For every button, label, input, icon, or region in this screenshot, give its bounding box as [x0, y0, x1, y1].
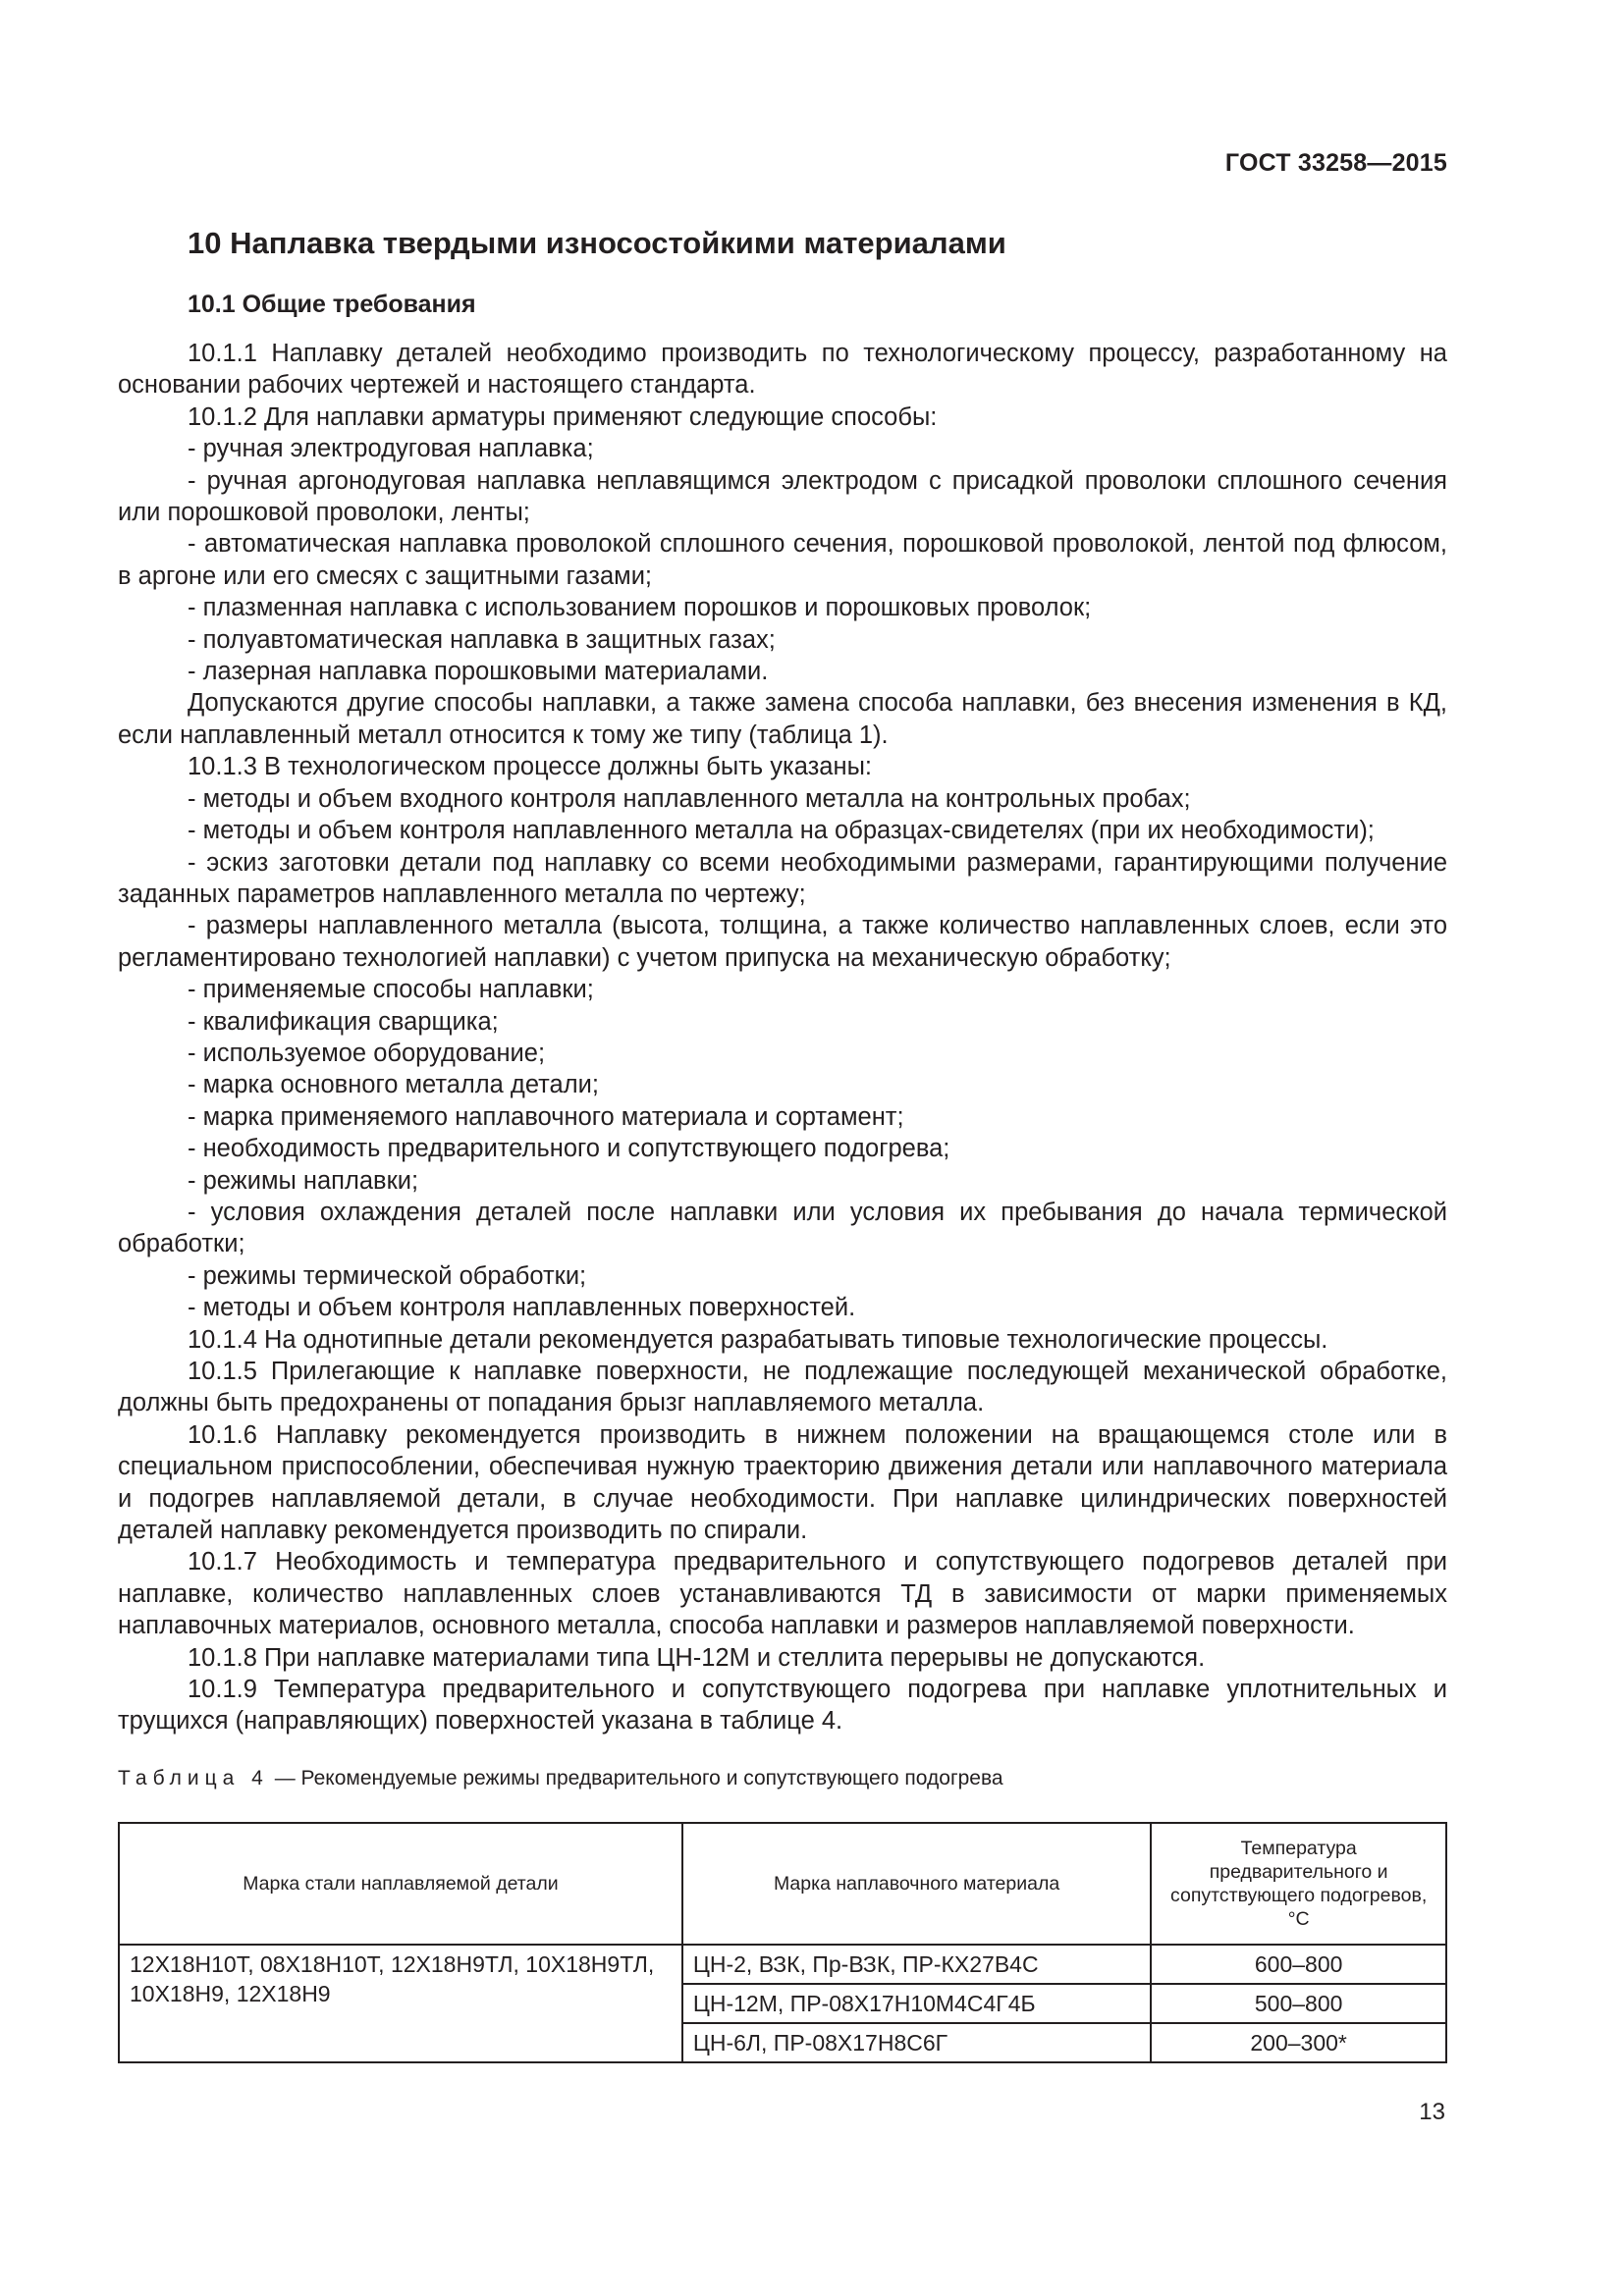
material-cell: ЦН-12М, ПР-08Х17Н10М4С4Г4Б: [682, 1984, 1151, 2023]
table-caption: [118, 1767, 1003, 1790]
temperature-cell: 500–800: [1151, 1984, 1446, 2023]
list-item: - квалификация сварщика;: [188, 1007, 499, 1036]
table-row: [119, 1945, 1446, 1984]
paragraph: 10.1.1 Наплавку деталей необходимо производить по технологическому процессу, разработанному на основании рабочих чертежей и настоящего стандарта.: [118, 340, 1447, 400]
heating-modes-table: [118, 1822, 1447, 2063]
list-item: - методы и объем входного контроля наплавленного металла на контрольных пробах;: [188, 784, 1191, 813]
table-caption-text: — Рекомендуемые режимы предварительного и сопутствующего подогрева: [268, 1767, 1003, 1789]
list-item: - методы и объем контроля наплавленного металла на образцах-свидетелях (при их необходимости);: [188, 817, 1375, 845]
list-item: - условия охлаждения деталей после наплавки или условия их пребывания до начала термической обработки;: [118, 1198, 1447, 1258]
list-item: - размеры наплавленного металла (высота, толщина, а также количество наплавленных слоев, если это регламентировано технологией наплавки) с учетом припуска на механическую обработку;: [118, 912, 1447, 972]
list-item: - методы и объем контроля наплавленных поверхностей.: [188, 1294, 856, 1322]
document-id: ГОСТ 33258—2015: [1224, 149, 1447, 177]
paragraph: 10.1.3 В технологическом процессе должны быть указаны:: [188, 753, 872, 781]
list-item: - лазерная наплавка порошковыми материалами.: [188, 658, 769, 686]
list-item: - режимы термической обработки;: [188, 1261, 587, 1290]
section-title: 10 Наплавка твердыми износостойкими материалами: [188, 226, 1006, 260]
paragraph: 10.1.9 Температура предварительного и сопутствующего подогрева при наплавке уплотнительных и трущихся (направляющих) поверхностей указана в таблице 4.: [118, 1676, 1447, 1735]
paragraph: 10.1.7 Необходимость и температура предварительного и сопутствующего подогревов деталей при наплавке, количество наплавленных слоев устанавливаются ТД в зависимости от марки применяемых наплавочных материалов, основного металла, способа наплавки и размеров наплавляемой поверхности.: [118, 1548, 1447, 1640]
list-item: - марка основного металла детали;: [188, 1071, 599, 1099]
paragraph: 10.1.6 Наплавку рекомендуется производить в нижнем положении на вращающемся столе или в специальном приспособлении, обеспечивая нужную траекторию движения детали или наплавочного материала и подогрев наплавляемой детали, в случае необходимости. При наплавке цилиндрических поверхностей деталей наплавку рекомендуется производить по спирали.: [118, 1420, 1447, 1545]
paragraph: 10.1.2 Для наплавки арматуры применяют следующие способы:: [188, 402, 938, 431]
table-header-row: [119, 1823, 1446, 1945]
list-item: - ручная аргонодуговая наплавка неплавящимся электродом с присадкой проволоки сплошного сечения или порошковой проволоки, ленты;: [118, 466, 1447, 527]
material-cell: ЦН-6Л, ПР-08Х17Н8С6Г: [682, 2023, 1151, 2062]
paragraph: 10.1.5 Прилегающие к наплавке поверхности, не подлежащие последующей механической обработке, должны быть предохранены от попадания брызг наплавляемого металла.: [118, 1358, 1447, 1417]
list-item: - ручная электродуговая наплавка;: [188, 435, 594, 463]
list-item: - необходимость предварительного и сопутствующего подогрева;: [188, 1135, 950, 1163]
list-item: - плазменная наплавка с использованием порошков и порошковых проволок;: [188, 594, 1092, 622]
list-item: - эскиз заготовки детали под наплавку со всеми необходимыми размерами, гарантирующими получение заданных параметров наплавленного металла по чертежу;: [118, 848, 1447, 908]
temperature-cell: 600–800: [1151, 1945, 1446, 1984]
list-item: - используемое оборудование;: [188, 1039, 546, 1067]
list-item: - применяемые способы наплавки;: [188, 976, 594, 1004]
list-item: - режимы наплавки;: [188, 1166, 419, 1195]
paragraph: 10.1.4 На однотипные детали рекомендуется разрабатывать типовые технологические процессы.: [188, 1325, 1328, 1354]
paragraph: Допускаются другие способы наплавки, а также замена способа наплавки, без внесения изменения в КД, если наплавленный металл относится к тому же типу (таблица 1).: [118, 689, 1447, 749]
list-item: - автоматическая наплавка проволокой сплошного сечения, порошковой проволокой, лентой под флюсом, в аргоне или его смесях с защитными газами;: [118, 530, 1447, 590]
paragraph: 10.1.8 При наплавке материалами типа ЦН-12М и стеллита перерывы не допускаются.: [188, 1643, 1206, 1672]
page-number: 13: [1419, 2099, 1445, 2125]
header-steel-grade: Марка стали наплавляемой детали: [119, 1823, 682, 1945]
list-item: - полуавтоматическая наплавка в защитных газах;: [188, 625, 776, 654]
material-cell: ЦН-2, ВЗК, Пр-ВЗК, ПР-КХ27В4С: [682, 1945, 1151, 1984]
list-item: - марка применяемого наплавочного материала и сортамент;: [188, 1102, 904, 1131]
header-temperature: Температура предварительного и сопутствующего подогревов, °С: [1151, 1823, 1446, 1945]
header-material: Марка наплавочного материала: [682, 1823, 1151, 1945]
subsection-title: 10.1 Общие требования: [188, 291, 476, 318]
steel-grade-cell: 12Х18Н10Т, 08Х18Н10Т, 12Х18Н9ТЛ, 10Х18Н9ТЛ, 10Х18Н9, 12Х18Н9: [119, 1945, 682, 2062]
temperature-cell: 200–300*: [1151, 2023, 1446, 2062]
body-text: [118, 338, 1447, 1737]
table-caption-label: Таблица 4: [118, 1767, 269, 1789]
